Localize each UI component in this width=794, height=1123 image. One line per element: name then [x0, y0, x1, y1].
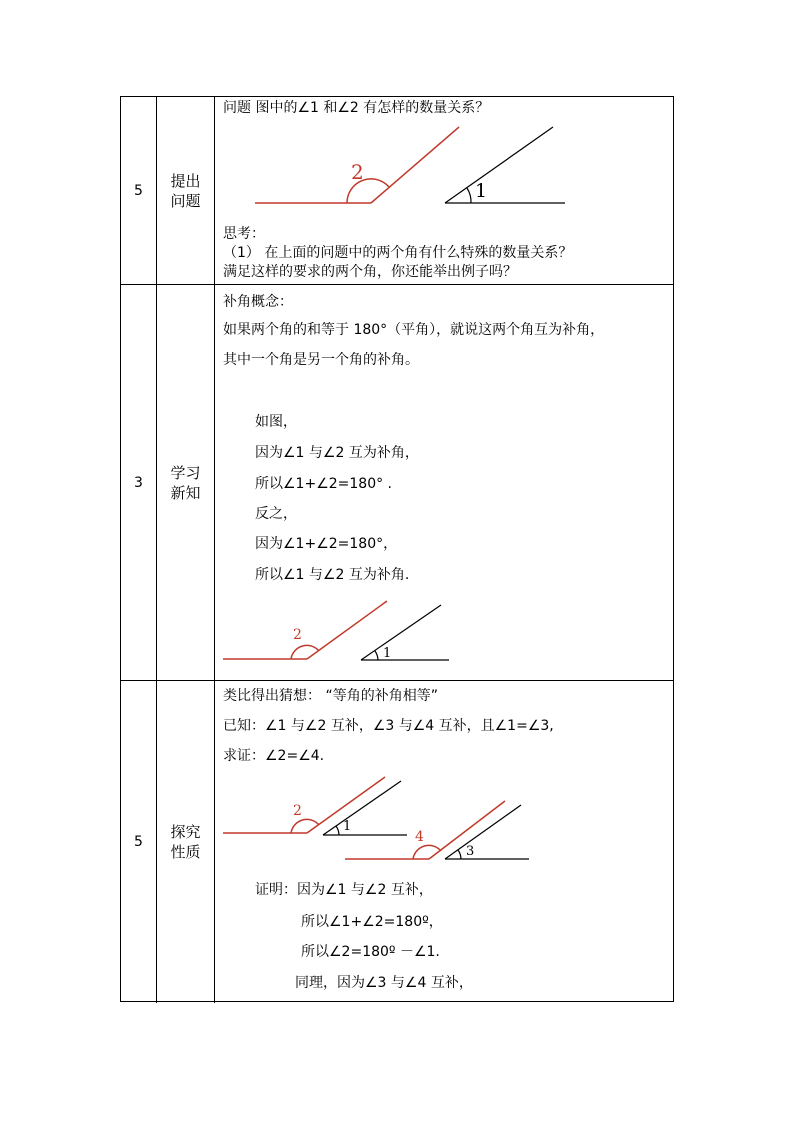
time-cell	[121, 285, 157, 680]
table-row	[121, 681, 673, 1003]
proof-line: 同理，因为∠3 与∠4 互补，	[295, 975, 473, 991]
angle-label: 2	[351, 160, 364, 184]
think-heading: 思考：	[223, 226, 265, 242]
content-cell	[215, 681, 673, 1003]
table-row	[121, 285, 673, 681]
time-cell	[121, 97, 157, 284]
stage-cell	[157, 97, 215, 284]
concept-definition: 如果两个角的和等于 180°（平角），就说这两个角互为补角，	[223, 322, 605, 338]
time-cell	[121, 681, 157, 1003]
concept-heading: 补角概念：	[223, 294, 293, 310]
question-text: 问题 图中的∠1 和∠2 有怎样的数量关系？	[223, 100, 490, 116]
example-line: 反之，	[255, 506, 297, 522]
figure-angles-3	[215, 773, 675, 873]
stage-title-line: 问题	[170, 191, 201, 210]
proof-line: 所以∠2=180º －∠1.	[301, 944, 440, 960]
example-line: 所以∠1+∠2=180° .	[255, 476, 392, 492]
think-question: （1） 在上面的问题中的两个角有什么特殊的数量关系？	[223, 245, 573, 261]
row-number: 5	[134, 182, 143, 199]
angle-label: 1	[343, 819, 352, 834]
stage-title-line: 提出	[170, 171, 201, 190]
stage-title-line: 学习	[170, 463, 201, 482]
example-line: 因为∠1 与∠2 互为补角，	[255, 445, 419, 461]
angle-label: 1	[383, 646, 392, 661]
stage-title-line: 新知	[170, 483, 201, 502]
stage-title-line: 性质	[170, 843, 201, 861]
example-line: 如图，	[255, 414, 297, 430]
lesson-table	[120, 96, 674, 1002]
proof-line: 证明：因为∠1 与∠2 互补，	[255, 882, 433, 898]
stage-title-line: 探究	[170, 823, 201, 841]
figure-angles-2	[215, 597, 675, 677]
content-cell	[215, 285, 673, 680]
angle-label: 2	[293, 627, 302, 643]
concept-definition: 其中一个角是另一个角的补角。	[223, 352, 419, 368]
stage-cell	[157, 681, 215, 1003]
row-number: 3	[134, 474, 143, 491]
think-question: 满足这样的要求的两个角，你还能举出例子吗？	[223, 264, 517, 280]
conjecture-text: 类比得出猜想： “等角的补角相等”	[223, 688, 438, 704]
angle-label: 2	[293, 803, 302, 819]
content-cell	[215, 97, 673, 284]
row-number: 5	[134, 834, 143, 850]
given-text: 已知：∠1 与∠2 互补，∠3 与∠4 互补，且∠1=∠3,	[223, 718, 554, 734]
example-line: 所以∠1 与∠2 互为补角.	[255, 567, 410, 583]
example-line: 因为∠1+∠2=180°，	[255, 536, 398, 552]
figure-angles-1	[215, 97, 675, 207]
proof-line: 所以∠1+∠2=180º，	[301, 914, 443, 930]
angle-label: 4	[415, 829, 424, 845]
angle-label: 3	[466, 844, 475, 859]
prove-text: 求证：∠2=∠4.	[223, 748, 325, 764]
stage-cell	[157, 285, 215, 680]
angle-label: 1	[475, 180, 488, 202]
table-row	[121, 97, 673, 285]
